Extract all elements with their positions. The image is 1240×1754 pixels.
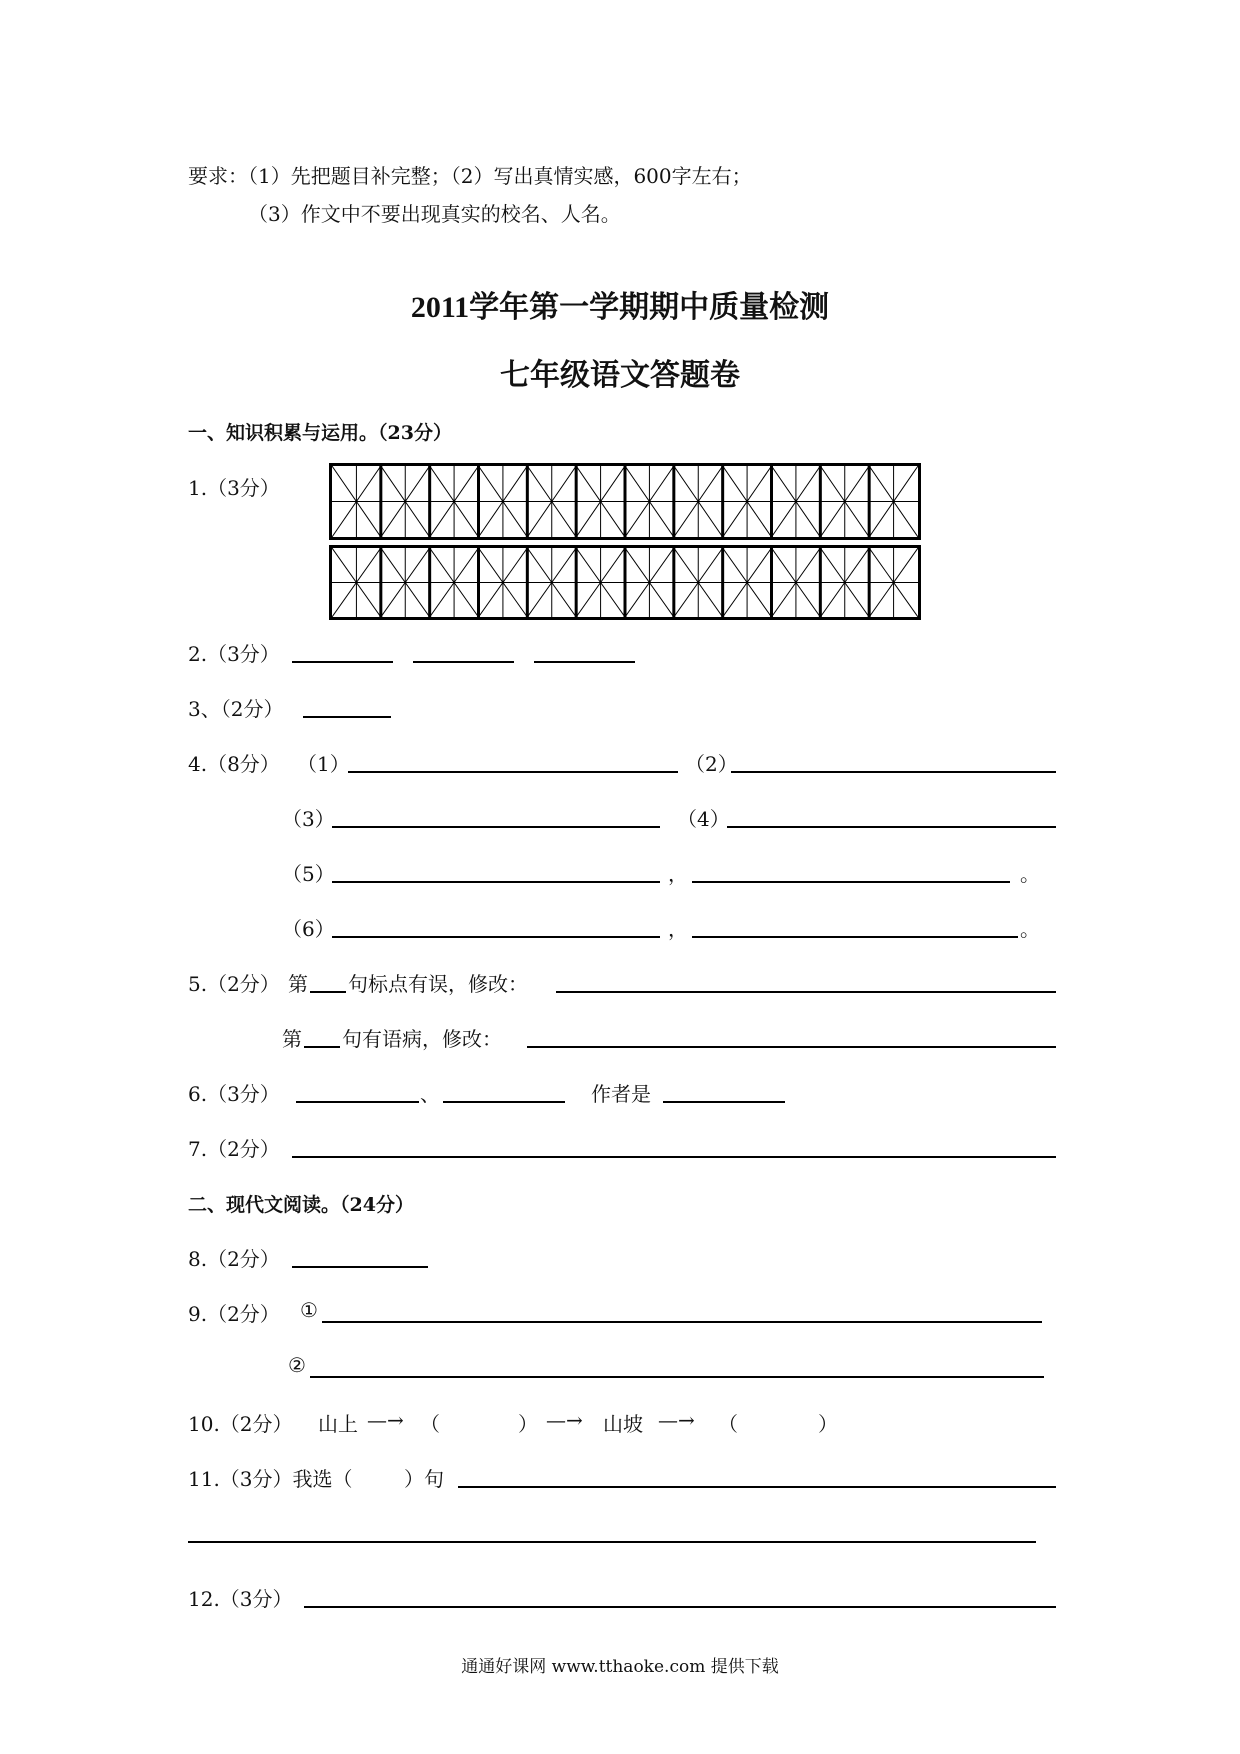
q6-author-blank[interactable] (663, 1101, 785, 1103)
q4-part-2-label: （2） (685, 752, 738, 776)
q10-arrow-2: —→ (546, 1408, 583, 1432)
page-title: 2011学年第一学期期中质量检测 (410, 291, 830, 324)
q2-answer-blank-3[interactable] (534, 661, 635, 663)
q10-arrow-3: —→ (658, 1408, 695, 1432)
section-1-heading: 一、知识积累与运用。（23分） (188, 422, 452, 444)
q2-answer-blank-2[interactable] (413, 661, 514, 663)
section-2-heading: 二、现代文阅读。（24分） (188, 1194, 414, 1216)
q8-answer-blank[interactable] (292, 1266, 428, 1268)
q9-marker-1: ① (300, 1298, 318, 1322)
q5-line-1-prefix: 第 (288, 972, 308, 996)
q11-answer-blank-1[interactable] (458, 1486, 1056, 1488)
q6-label: 6.（3分） (188, 1082, 280, 1106)
q4-part-3-label: （3） (282, 807, 335, 831)
q12-answer-blank[interactable] (304, 1606, 1056, 1608)
q1-writing-grid-row-2[interactable] (329, 545, 921, 620)
q5-line-1-text: 句标点有误，修改： (348, 972, 528, 996)
q4-part-1-blank[interactable] (348, 771, 678, 773)
q5-line-2-prefix: 第 (282, 1027, 302, 1051)
q9-marker-2: ② (288, 1353, 306, 1377)
q9-label: 9.（2分） (188, 1302, 280, 1326)
q8-label: 8.（2分） (188, 1247, 280, 1271)
q9-answer-blank-1[interactable] (322, 1321, 1042, 1323)
q3-label: 3、（2分） (188, 697, 284, 721)
page-subtitle: 七年级语文答题卷 (500, 359, 740, 392)
q5-label: 5.（2分） (188, 972, 280, 996)
q10-open-paren-2: （ (718, 1412, 738, 1436)
q11-tail: ）句 (404, 1467, 444, 1491)
q11-label: 11.（3分）我选（ (188, 1467, 353, 1491)
q10-blank-1[interactable] (444, 1408, 514, 1432)
q4-part-6-blank-b[interactable] (692, 936, 1018, 938)
q10-close-paren-2: ） (818, 1412, 838, 1436)
q5-sentence-number-blank-1[interactable] (310, 991, 346, 993)
q7-label: 7.（2分） (188, 1137, 280, 1161)
q4-part-4-blank[interactable] (727, 826, 1056, 828)
q4-part-1-label: （1） (297, 752, 350, 776)
q4-label: 4.（8分） (188, 752, 280, 776)
q4-part-5-blank-a[interactable] (332, 881, 660, 883)
q4-part-4-label: （4） (677, 807, 730, 831)
q10-label: 10.（2分） (188, 1412, 293, 1436)
q4-part-3-blank[interactable] (332, 826, 660, 828)
q4-part-6-blank-a[interactable] (332, 936, 660, 938)
q5-line-2-text: 句有语病，修改： (342, 1027, 502, 1051)
q4-part-6-comma: ， (668, 917, 688, 941)
q7-answer-blank[interactable] (292, 1156, 1056, 1158)
q1-grid-lines-2 (332, 548, 918, 617)
requirements-line-1: 要求：（1）先把题目补完整；（2）写出真情实感，600字左右； (188, 164, 752, 188)
requirements-line-2: （3）作文中不要出现真实的校名、人名。 (248, 202, 621, 226)
q6-answer-blank-1[interactable] (296, 1101, 419, 1103)
q4-part-5-period: 。 (1020, 862, 1040, 886)
q6-answer-blank-2[interactable] (443, 1101, 565, 1103)
q10-word-1: 山上 (318, 1412, 358, 1436)
q10-open-paren-1: （ (420, 1412, 440, 1436)
q3-answer-blank[interactable] (303, 716, 391, 718)
q5-correction-blank-1[interactable] (556, 991, 1056, 993)
q1-grid-lines-1 (332, 466, 918, 537)
q4-part-6-label: （6） (282, 917, 335, 941)
q4-part-5-blank-b[interactable] (692, 881, 1010, 883)
q11-answer-blank-2[interactable] (188, 1541, 1036, 1543)
footer-text: 通通好课网 www.tthaoke.com 提供下载 (461, 1657, 779, 1677)
q4-part-5-label: （5） (282, 862, 335, 886)
q4-part-2-blank[interactable] (731, 771, 1056, 773)
q5-correction-blank-2[interactable] (527, 1046, 1056, 1048)
q10-arrow-1: —→ (367, 1408, 404, 1432)
q10-word-2: 山坡 (603, 1412, 643, 1436)
q1-writing-grid-row-1[interactable] (329, 463, 921, 540)
q2-label: 2.（3分） (188, 642, 280, 666)
q5-sentence-number-blank-2[interactable] (304, 1046, 340, 1048)
q10-blank-2[interactable] (744, 1408, 814, 1432)
q6-separator: 、 (420, 1082, 440, 1106)
q6-author-label: 作者是 (591, 1082, 651, 1106)
q4-part-6-period: 。 (1020, 917, 1040, 941)
q1-label: 1.（3分） (188, 476, 280, 500)
q10-close-paren-1: ） (518, 1412, 538, 1436)
q9-answer-blank-2[interactable] (310, 1376, 1044, 1378)
q12-label: 12.（3分） (188, 1587, 293, 1611)
q4-part-5-comma: ， (668, 862, 688, 886)
q2-answer-blank-1[interactable] (292, 661, 393, 663)
